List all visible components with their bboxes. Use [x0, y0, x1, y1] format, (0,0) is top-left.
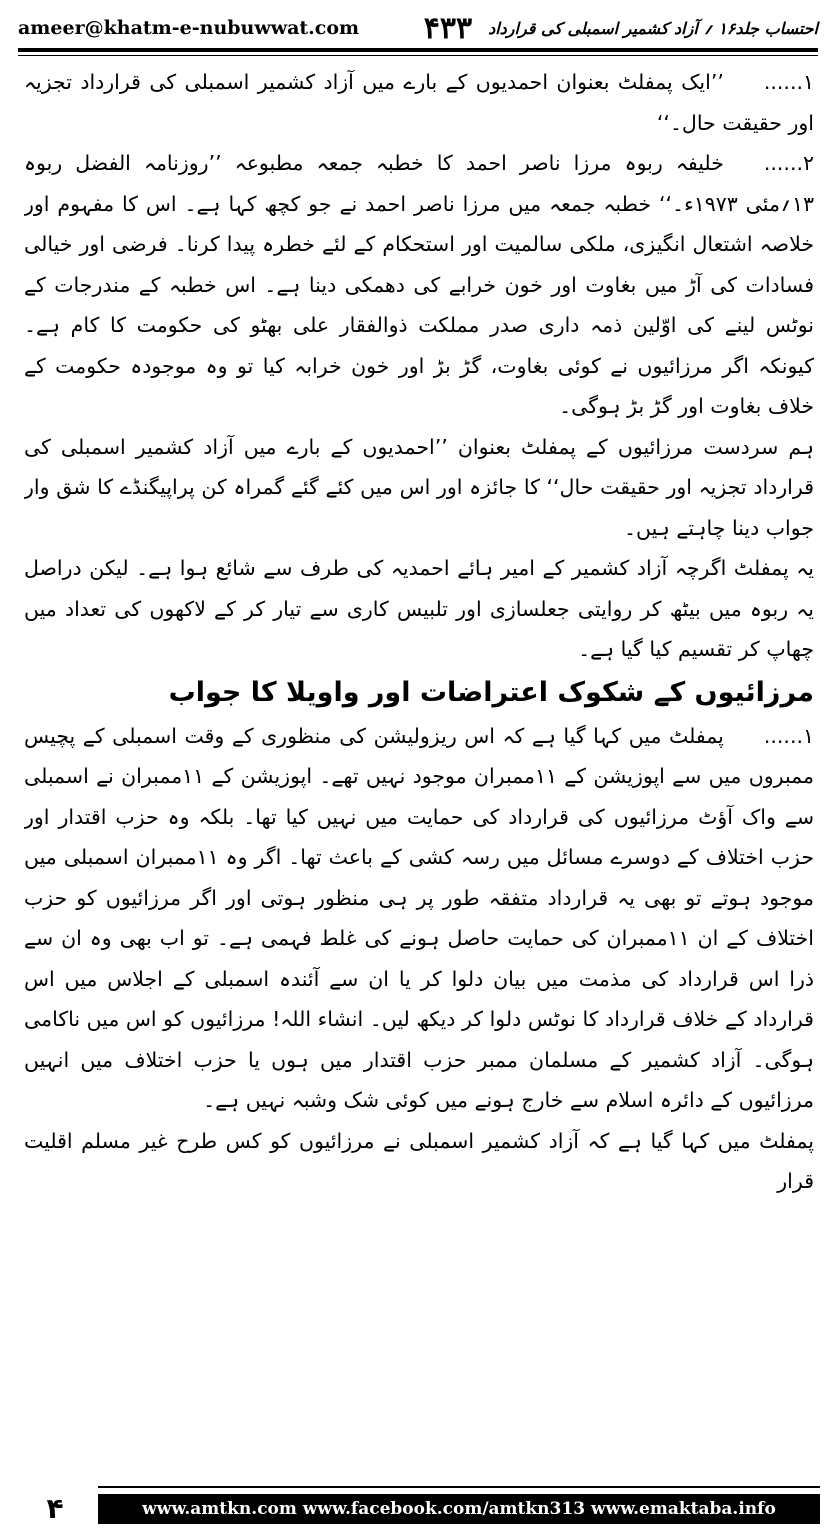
footer-links: www.amtkn.com www.facebook.com/amtkn313 www.emaktaba.info [142, 1499, 776, 1519]
paragraph-4 [24, 548, 814, 670]
page-number: ۴۳۳ [423, 10, 473, 46]
header-rule-thick [18, 48, 818, 52]
paragraph-text: ہم سردست مرزائیوں کے پمفلٹ بعنوان ’’احمدیوں کے بارے میں آزاد کشمیر اسمبلی کی قرارداد تجزیہ اور حقیقت حال‘‘ کا جائزہ اور اس میں کئے گئے گمراہ کن پراپیگنڈے کا شق وار جواب دینا چاہتے ہیں۔ [24, 434, 814, 540]
section-heading: مرزائیوں کے شکوک اعتراضات اور واویلا کا جواب [168, 676, 814, 708]
item-number: ۱...... [763, 70, 814, 94]
page-header [18, 10, 818, 46]
paragraph-text: ’’ایک پمفلٹ بعنوان احمدیوں کے بارے میں آزاد کشمیر اسمبلی کی قرارداد تجزیہ اور حقیقت حال۔‘‘ [24, 70, 814, 135]
paragraph-3 [24, 427, 814, 549]
page-footer [20, 1484, 820, 1530]
paragraph-text: خلیفہ ربوہ مرزا ناصر احمد کا خطبہ جمعہ مطبوعہ ’’روزنامہ الفضل ربوہ ۱۳؍مئی ۱۹۷۳ء۔‘‘ خطبہ جمعہ میں مرزا ناصر احمد نے جو کچھ کہا ہے۔ اس کا مفہوم اور خلاصہ اشتعال انگیزی، ملکی سالمیت اور استحکام کے لئے خطرہ پیدا کرنا۔ فرضی اور خیالی فسادات کی آڑ میں بغاوت اور خون خرابے کی دھمکی دینا ہے۔ اس خطبہ کے مندرجات کے نوٹس لینے کی اوّلین ذمہ داری صدر مملکت ذوالفقار علی بھٹو کی حکومت کا کام ہے۔ کیونکہ اگر مرزائیوں نے کوئی بغاوت، گڑ بڑ اور خون خرابہ کیا تو وہ موجودہ حکومت کے خلاف بغاوت اور گڑ بڑ ہوگی۔ [24, 151, 814, 418]
footer-rule [98, 1486, 820, 1488]
paragraph-text: پمفلٹ میں کہا گیا ہے کہ اس ریزولیشن کی منظوری کے وقت اسمبلی کے پچیس ممبروں میں سے اپوزیشن کے ۱۱ممبران موجود نہیں تھے۔ اپوزیشن کے ۱۱ممبران نے اسمبلی سے واک آؤٹ مرزائیوں کی قرارداد کی حمایت میں نہیں کیا تھا۔ بلکہ وہ حزب اقتدار اور حزب اختلاف کے دوسرے مسائل میں رسہ کشی کے باعث تھا۔ اگر وہ ۱۱ممبران اسمبلی میں موجود ہوتے تو بھی یہ قرارداد متفقہ طور پر ہی منظور ہوتی اور اگر مرزائیوں کو حزب اختلاف کے ان ۱۱ممبران کی حمایت حاصل ہونے کی غلط فہمی ہے۔ تو اب بھی وہ ان سے ذرا اس قرارداد کی مذمت میں بیان دلوا کر یا ان سے آئندہ اسمبلی کے اجلاس میں اس قرارداد کے خلاف قرارداد کا نوٹس دلوا کر دیکھ لیں۔ انشاء اللہ! مرزائیوں کو اس میں ناکامی ہوگی۔ آزاد کشمیر کے مسلمان ممبر حزب اقتدار میں ہوں یا حزب اختلاف میں انہیں مرزائیوں کے دائرہ اسلام سے خارج ہونے میں کوئی شک وشبہ نہیں ہے۔ [24, 723, 814, 1112]
footer-page-badge: ۴ [46, 1491, 64, 1525]
item-number: ۱...... [763, 723, 814, 748]
header-email: ameer@khatm-e-nubuwwat.com [18, 17, 360, 39]
paragraph-text: پمفلٹ میں کہا گیا ہے کہ آزاد کشمیر اسمبلی نے مرزائیوں کو کس طرح غیر مسلم اقلیت قرار [24, 1128, 814, 1193]
header-rule-thin [18, 55, 818, 56]
paragraph-text: یہ پمفلٹ اگرچہ آزاد کشمیر کے امیر ہائے احمدیہ کی طرف سے شائع ہوا ہے۔ لیکن دراصل یہ ربوہ میں بیٹھ کر روایتی جعلسازی اور تلبیس کاری سے تیار کر کے لاکھوں کی تعداد میں چھاپ کر تقسیم کیا گیا ہے۔ [24, 556, 814, 661]
section-paragraph-1 [24, 716, 814, 1121]
paragraph-1 [24, 62, 814, 143]
item-number: ۲...... [763, 151, 814, 175]
header-title: احتساب جلد۱۶ ؍ آزاد کشمیر اسمبلی کی قرارداد [488, 18, 818, 38]
header-right [424, 11, 818, 46]
section-paragraph-2 [24, 1121, 814, 1202]
paragraph-2 [24, 143, 814, 427]
page-content [24, 62, 814, 1472]
